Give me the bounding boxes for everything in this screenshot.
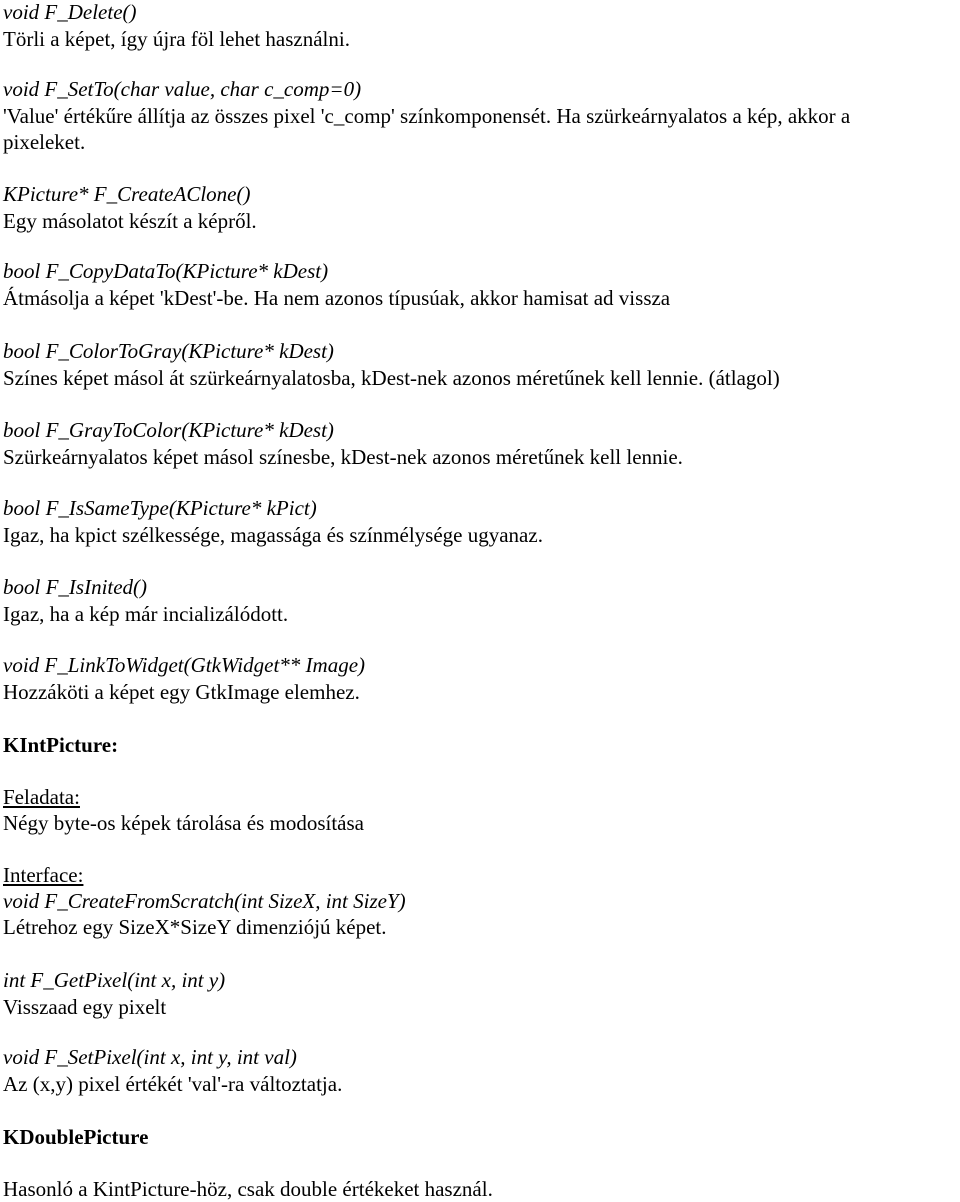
method-description: 'Value' értékűre állítja az összes pixel 'c_comp' színkomponensét. Ha szürkeárnyalatos a kép, akkor a <box>3 104 851 128</box>
section-text-kdoublepicture: Hasonló a KintPicture-höz, csak double értékeket használ. <box>3 1177 493 1201</box>
method-description: Átmásolja a képet 'kDest'-be. Ha nem azonos típusúak, akkor hamisat ad vissza <box>3 286 671 310</box>
method-signature: bool F_IsInited() <box>3 575 148 599</box>
method-signature: void F_LinkToWidget(GtkWidget** Image) <box>3 653 366 677</box>
method-description: Törli a képet, így újra föl lehet használni. <box>3 27 350 51</box>
task-text: Négy byte-os képek tárolása és modosítása <box>3 811 364 835</box>
method-signature: void F_SetPixel(int x, int y, int val) <box>3 1045 297 1069</box>
method-description: Az (x,y) pixel értékét 'val'-ra változtatja. <box>3 1072 343 1096</box>
method-signature: void F_CreateFromScratch(int SizeX, int SizeY) <box>3 889 406 913</box>
method-description: Igaz, ha kpict szélkessége, magassága és színmélysége ugyanaz. <box>3 523 543 547</box>
method-description: Egy másolatot készít a képről. <box>3 209 257 233</box>
method-signature: int F_GetPixel(int x, int y) <box>3 968 226 992</box>
method-signature: bool F_CopyDataTo(KPicture* kDest) <box>3 259 329 283</box>
task-label: Feladata: <box>3 785 80 809</box>
method-description: Igaz, ha a kép már incializálódott. <box>3 602 289 626</box>
method-signature: bool F_GrayToColor(KPicture* kDest) <box>3 418 334 442</box>
method-signature: bool F_IsSameType(KPicture* kPict) <box>3 496 317 520</box>
method-description-continued: pixeleket. <box>3 130 86 154</box>
method-signature: KPicture* F_CreateAClone() <box>3 182 251 206</box>
method-signature: void F_SetTo(char value, char c_comp=0) <box>3 77 362 101</box>
method-description: Színes képet másol át szürkeárnyalatosba, kDest-nek azonos méretűnek kell lennie. (átlagol) <box>3 366 780 390</box>
method-description: Szürkeárnyalatos képet másol színesbe, kDest-nek azonos méretűnek kell lennie. <box>3 445 683 469</box>
method-description: Hozzáköti a képet egy GtkImage elemhez. <box>3 680 360 704</box>
method-signature: void F_Delete() <box>3 0 137 24</box>
section-heading-kdoublepicture: KDoublePicture <box>3 1125 149 1149</box>
section-heading-kintpicture: KIntPicture: <box>3 733 119 757</box>
method-description: Létrehoz egy SizeX*SizeY dimenziójú képet. <box>3 915 387 939</box>
method-signature: bool F_ColorToGray(KPicture* kDest) <box>3 339 334 363</box>
interface-label: Interface: <box>3 863 84 887</box>
method-description: Visszaad egy pixelt <box>3 995 167 1019</box>
